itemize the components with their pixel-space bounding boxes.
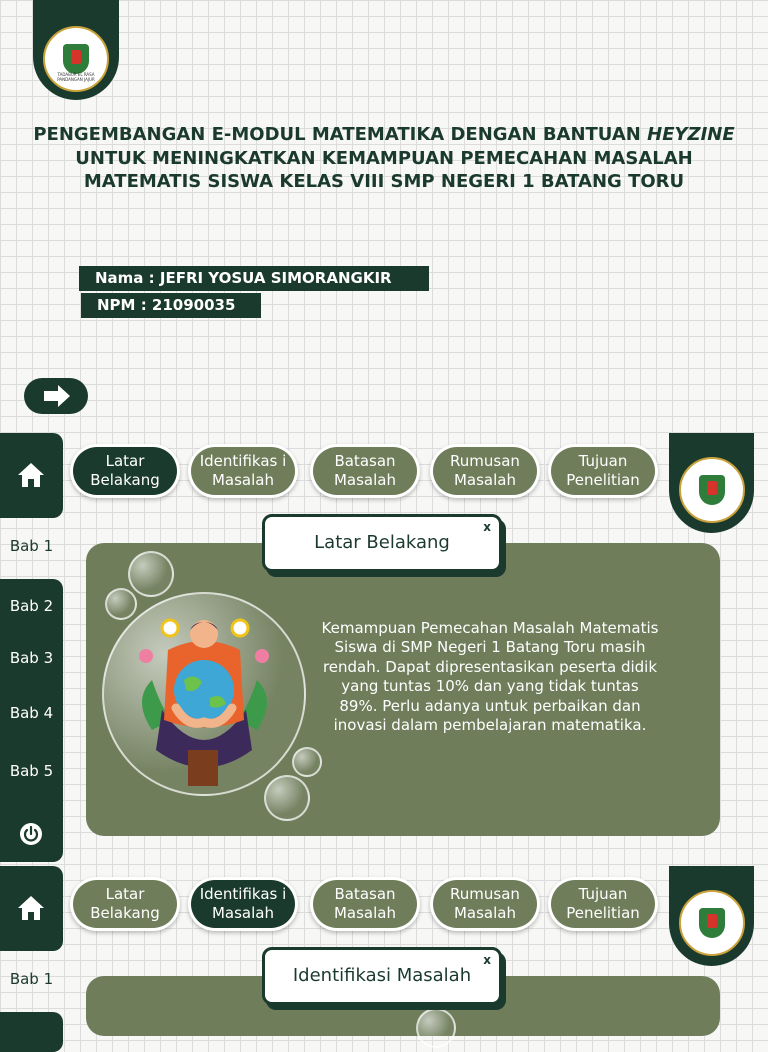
sidebar-chapters [0, 579, 63, 862]
next-page-button[interactable] [24, 378, 88, 414]
sidebar-item-bab4[interactable]: Bab 4 [9, 704, 54, 722]
section-title-popup [262, 947, 502, 1005]
tab-rumusan-masalah[interactable]: Rumusan Masalah [433, 880, 537, 928]
bubble-decoration [128, 551, 174, 597]
sidebar-chapters [0, 1012, 63, 1052]
popup-title: Identifikasi Masalah [292, 965, 472, 986]
university-seal-logo: TADABUR EL RASA PANDANGAN JAJUR [43, 26, 109, 92]
close-icon[interactable]: x [483, 953, 491, 967]
sidebar-home-block [0, 866, 63, 951]
university-seal-logo [679, 890, 745, 956]
university-seal-logo [679, 457, 745, 523]
sidebar-item-bab1[interactable]: Bab 1 [9, 970, 54, 988]
title-line-1: PENGEMBANGAN E-MODUL MATEMATIKA DENGAN BANTUAN HEYZINE [33, 124, 735, 145]
sidebar-home-block [0, 433, 63, 518]
home-icon[interactable] [17, 461, 45, 489]
tab-tujuan-penelitian[interactable]: Tujuan Penelitian [551, 447, 655, 495]
section-title-popup [262, 514, 502, 572]
header-logo-shield [33, 0, 119, 100]
tab-identifikasi-masalah[interactable]: Identifikas i Masalah [191, 447, 295, 495]
title-line-3: MATEMATIS SISWA KELAS VIII SMP NEGERI 1 BATANG TORU [83, 171, 685, 192]
latar-belakang-text: Kemampuan Pemecahan Masalah Matematis Siswa di SMP Negeri 1 Batang Toru masih rendah. Dapat dipresentasikan peserta didik yang tuntas 10% dan yang tidak tuntas 89%. Perlu adanya untuk perbaikan dan inovasi dalam pembelajaran matematika. [321, 619, 659, 735]
sidebar-item-bab1[interactable]: Bab 1 [9, 537, 54, 555]
section-logo-shield [669, 433, 754, 533]
student-earth-illustration [122, 610, 287, 790]
tab-latar-belakang[interactable]: Latar Belakang [73, 447, 177, 495]
tab-identifikasi-masalah[interactable]: Identifikas i Masalah [191, 880, 295, 928]
section-logo-shield [669, 866, 754, 966]
sidebar-item-bab5[interactable]: Bab 5 [9, 762, 54, 780]
arrow-right-icon [24, 378, 88, 414]
page-title [0, 123, 768, 194]
sidebar-item-bab3[interactable]: Bab 3 [9, 649, 54, 667]
author-npm-label: NPM : 21090035 [81, 293, 261, 318]
tab-tujuan-penelitian[interactable]: Tujuan Penelitian [551, 880, 655, 928]
home-icon[interactable] [17, 894, 45, 922]
tab-rumusan-masalah[interactable]: Rumusan Masalah [433, 447, 537, 495]
tab-batasan-masalah[interactable]: Batasan Masalah [313, 447, 417, 495]
power-icon[interactable] [19, 822, 43, 846]
author-name-label: Nama : JEFRI YOSUA SIMORANGKIR [79, 266, 429, 291]
bubble-decoration [416, 1008, 456, 1048]
title-line-2: UNTUK MENINGKATKAN KEMAMPUAN PEMECAHAN MASALAH [75, 147, 693, 169]
tab-batasan-masalah[interactable]: Batasan Masalah [313, 880, 417, 928]
popup-title: Latar Belakang [314, 532, 450, 553]
tab-latar-belakang[interactable]: Latar Belakang [73, 880, 177, 928]
sidebar-item-bab2[interactable]: Bab 2 [9, 597, 54, 615]
close-icon[interactable]: x [483, 520, 491, 534]
bubble-decoration [292, 747, 322, 777]
